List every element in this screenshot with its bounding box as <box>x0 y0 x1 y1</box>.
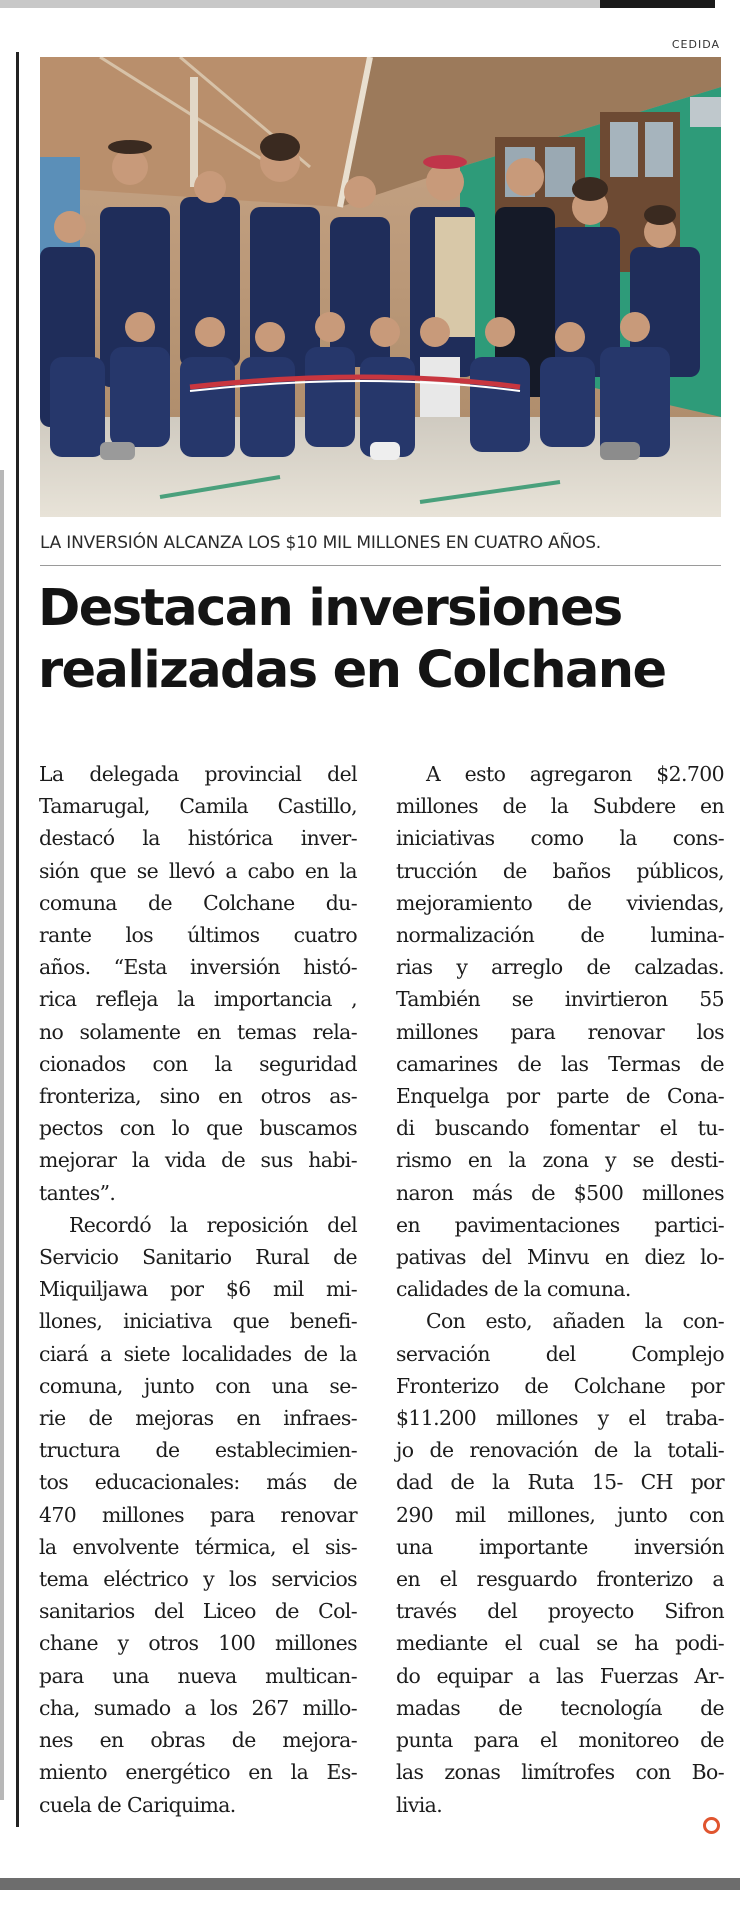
body-line: punta para el monitoreo de <box>396 1728 724 1753</box>
body-line: 470 millones para renovar <box>39 1502 357 1527</box>
body-line: camarines de las Termas de <box>396 1051 724 1076</box>
body-line: en el resguardo fronterizo a <box>396 1567 724 1592</box>
body-line: livia. <box>396 1792 443 1817</box>
body-line: Miquiljawa por $6 mil mi- <box>39 1277 357 1302</box>
body-line: fronteriza, sino en otros as- <box>39 1084 357 1109</box>
body-line: tema eléctrico y los servicios <box>39 1567 357 1592</box>
body-line: millones de la Subdere en <box>396 794 724 819</box>
body-line: las zonas limítrofes con Bo- <box>396 1760 724 1785</box>
body-line: dad de la Ruta 15- CH por <box>396 1470 724 1495</box>
body-line: Fronterizo de Colchane por <box>396 1373 724 1398</box>
body-line: en pavimentaciones partici- <box>396 1212 724 1237</box>
end-of-article-icon <box>703 1817 720 1834</box>
photo-illustration <box>40 57 721 517</box>
body-line: tructura de establecimien- <box>39 1438 357 1463</box>
body-line: ciará a siete localidades de la <box>39 1341 357 1366</box>
column-left-rule <box>16 52 19 1827</box>
body-line: mejoramiento de viviendas, <box>396 890 724 915</box>
body-line: miento energético en la Es- <box>39 1760 357 1785</box>
body-line: jo de renovación de la totali- <box>396 1438 724 1463</box>
body-line: Servicio Sanitario Rural de <box>39 1245 357 1270</box>
body-line: normalización de lumina- <box>396 923 724 948</box>
body-line: chane y otros 100 millones <box>39 1631 357 1656</box>
body-line: para una nueva multican- <box>39 1663 357 1688</box>
body-line: rica refleja la importancia , <box>39 987 357 1012</box>
top-section-tab <box>600 0 715 8</box>
body-line: la envolvente térmica, el sis- <box>39 1534 357 1559</box>
body-line: rias y arreglo de calzadas. <box>396 955 724 980</box>
body-line: naron más de $500 millones <box>396 1180 724 1205</box>
body-line: no solamente en temas rela- <box>39 1019 357 1044</box>
body-line: pativas del Minvu en diez lo- <box>396 1245 724 1270</box>
body-line: millones para renovar los <box>396 1019 724 1044</box>
caption-rule <box>40 565 721 566</box>
body-line: calidades de la comuna. <box>396 1277 631 1302</box>
photo-caption: LA INVERSIÓN ALCANZA LOS $10 MIL MILLONES EN CUATRO AÑOS. <box>40 533 601 553</box>
body-line: rante los últimos cuatro <box>39 923 357 948</box>
body-line: mediante el cual se ha podi- <box>396 1631 724 1656</box>
body-line: iniciativas como la cons- <box>396 826 724 851</box>
body-line: La delegada provincial del <box>39 762 357 786</box>
body-line: pectos con lo que buscamos <box>39 1116 357 1141</box>
article-column-left <box>39 758 357 1821</box>
body-line: cionados con la seguridad <box>39 1051 357 1076</box>
top-rule <box>0 0 600 8</box>
body-line: mejorar la vida de sus habi- <box>39 1148 357 1173</box>
body-line: través del proyecto Sifron <box>396 1599 724 1624</box>
body-line: Recordó la reposición del <box>69 1212 357 1237</box>
body-line: comuna, junto con una se- <box>39 1373 357 1398</box>
body-line: sanitarios del Liceo de Col- <box>39 1599 357 1624</box>
body-line: rie de mejoras en infraes- <box>39 1406 357 1431</box>
body-line: do equipar a las Fuerzas Ar- <box>396 1663 724 1688</box>
body-line: Con esto, añaden la con- <box>426 1309 724 1334</box>
headline-line: realizadas en Colchane <box>38 641 666 700</box>
article-photo <box>40 57 721 517</box>
body-line: tos educacionales: más de <box>39 1470 357 1495</box>
body-line: servación del Complejo <box>396 1341 724 1366</box>
body-line: A esto agregaron $2.700 <box>426 762 724 786</box>
body-line: nes en obras de mejora- <box>39 1728 357 1753</box>
body-line: $11.200 millones y el traba- <box>396 1406 724 1431</box>
body-line: Tamarugal, Camila Castillo, <box>39 794 357 819</box>
body-line: una importante inversión <box>396 1534 724 1559</box>
body-line: tantes”. <box>39 1180 116 1205</box>
adjacent-page-edge <box>0 470 4 1800</box>
headline-line: Destacan inversiones <box>38 579 622 638</box>
body-line: También se invirtieron 55 <box>396 987 724 1012</box>
photo-credit: CEDIDA <box>671 38 720 51</box>
body-line: di buscando fomentar el tu- <box>396 1116 724 1141</box>
body-line: destacó la histórica inver- <box>39 826 357 851</box>
body-line: trucción de baños públicos, <box>396 858 724 883</box>
body-line: años. “Esta inversión histó- <box>39 955 357 980</box>
headline <box>38 578 728 702</box>
body-line: 290 mil millones, junto con <box>396 1502 724 1527</box>
body-line: sión que se llevó a cabo en la <box>39 858 357 883</box>
body-line: madas de tecnología de <box>396 1695 724 1720</box>
body-line: Enquelga por parte de Cona- <box>396 1084 724 1109</box>
bottom-rule <box>0 1878 740 1890</box>
body-line: llones, iniciativa que benefi- <box>39 1309 357 1334</box>
body-line: cha, sumado a los 267 millo- <box>39 1695 357 1720</box>
body-line: rismo en la zona y se desti- <box>396 1148 724 1173</box>
body-line: cuela de Cariquima. <box>39 1792 236 1817</box>
body-line: comuna de Colchane du- <box>39 890 357 915</box>
article-column-right <box>396 758 724 1821</box>
